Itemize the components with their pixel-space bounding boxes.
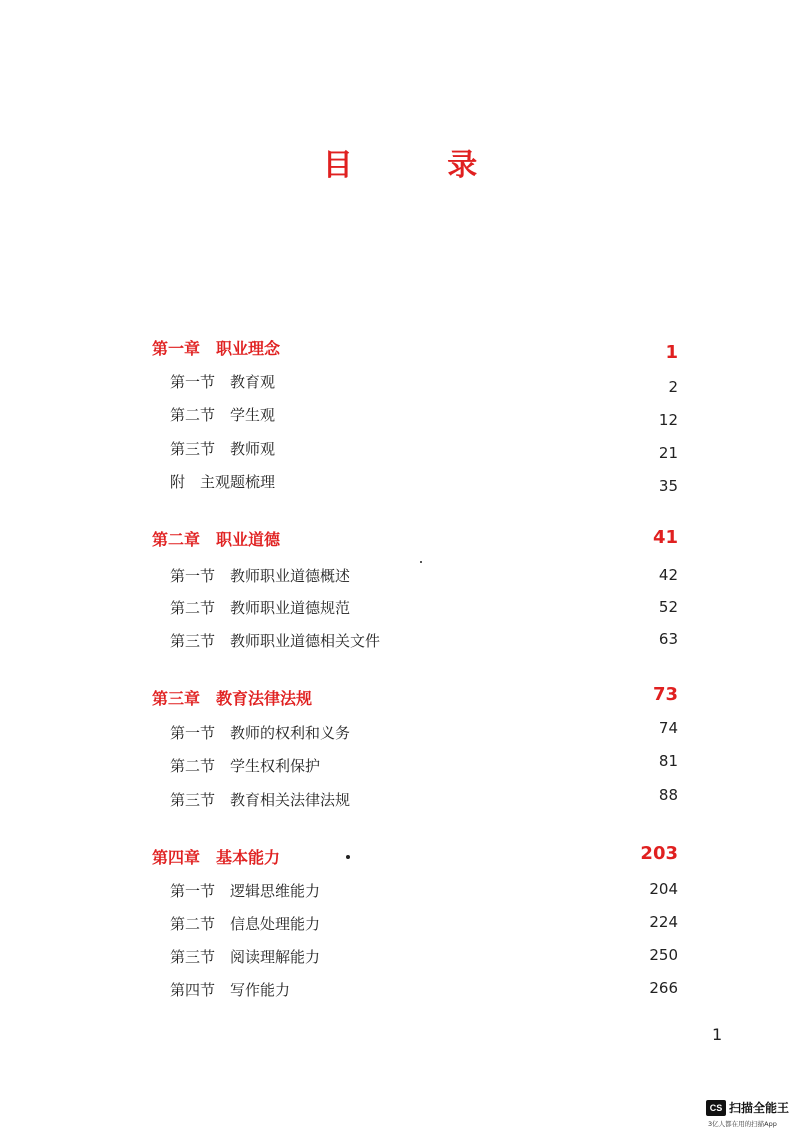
section-title: 第一节 逻辑思维能力 [170, 882, 321, 900]
section-page: 250 [649, 946, 678, 964]
chapter-2-title: 第二章 职业道德 [152, 530, 281, 549]
chapter-3-page: 73 [652, 684, 678, 705]
scanner-watermark [706, 1096, 798, 1130]
section-title: 第三节 阅读理解能力 [170, 948, 321, 966]
chapter-4-row[interactable] [0, 845, 800, 875]
chapter-1-row[interactable] [0, 336, 800, 366]
toc-section-row[interactable] [0, 979, 800, 1009]
section-title: 第一节 教师的权利和义务 [170, 724, 351, 742]
chapter-2-row[interactable] [0, 527, 800, 557]
toc-section-row[interactable] [0, 880, 800, 910]
section-page: 21 [658, 444, 678, 462]
chapter-1-title: 第一章 职业理念 [152, 339, 281, 358]
section-title: 第一节 教育观 [170, 373, 276, 391]
scan-speck [346, 855, 350, 859]
section-page: 81 [658, 752, 678, 770]
camscanner-logo-icon: CS [706, 1100, 726, 1116]
toc-section-row[interactable] [0, 719, 800, 752]
page-title: 目 录 [322, 148, 520, 183]
watermark-name: 扫描全能王 [729, 1101, 790, 1115]
section-title: 第二节 学生观 [170, 406, 276, 424]
chapter-3-row[interactable] [0, 686, 800, 716]
page-number: 1 [712, 1025, 723, 1044]
toc-section-row[interactable] [0, 752, 800, 785]
section-title: 第一节 教师职业道德概述 [170, 567, 351, 585]
chapter-1-page: 1 [665, 342, 678, 363]
section-title: 第二节 学生权利保护 [170, 757, 321, 775]
section-page: 88 [658, 786, 678, 804]
section-page: 2 [668, 378, 678, 396]
toc-section-row[interactable] [0, 471, 800, 501]
watermark-tagline: 3亿人都在用的扫描App [708, 1120, 777, 1128]
section-page: 42 [658, 566, 678, 584]
section-page: 224 [649, 913, 678, 931]
section-title: 第四节 写作能力 [170, 981, 291, 999]
section-page: 35 [658, 477, 678, 495]
section-title: 附 主观题梳理 [170, 473, 276, 491]
section-page: 74 [658, 719, 678, 737]
toc-section-row[interactable] [0, 597, 800, 627]
toc-section-row[interactable] [0, 404, 800, 434]
scan-speck [420, 561, 422, 563]
section-title: 第三节 教育相关法律法规 [170, 791, 351, 809]
toc-section-row[interactable] [0, 565, 800, 595]
section-title: 第三节 教师观 [170, 440, 276, 458]
toc-section-row[interactable] [0, 946, 800, 976]
section-title: 第二节 教师职业道德规范 [170, 599, 351, 617]
toc-section-row[interactable] [0, 371, 800, 401]
toc-section-row[interactable] [0, 786, 800, 819]
section-title: 第二节 信息处理能力 [170, 915, 321, 933]
toc-section-row[interactable] [0, 913, 800, 943]
section-title: 第三节 教师职业道德相关文件 [170, 632, 381, 650]
toc-section-row[interactable] [0, 438, 800, 468]
chapter-4-title: 第四章 基本能力 [152, 848, 281, 867]
section-page: 12 [658, 411, 678, 429]
section-page: 204 [649, 880, 678, 898]
toc-section-row[interactable] [0, 630, 800, 660]
section-page: 266 [649, 979, 678, 997]
section-page: 52 [658, 598, 678, 616]
chapter-4-page: 203 [640, 843, 678, 864]
chapter-2-page: 41 [652, 527, 678, 548]
chapter-3-title: 第三章 教育法律法规 [152, 689, 313, 708]
section-page: 63 [658, 630, 678, 648]
